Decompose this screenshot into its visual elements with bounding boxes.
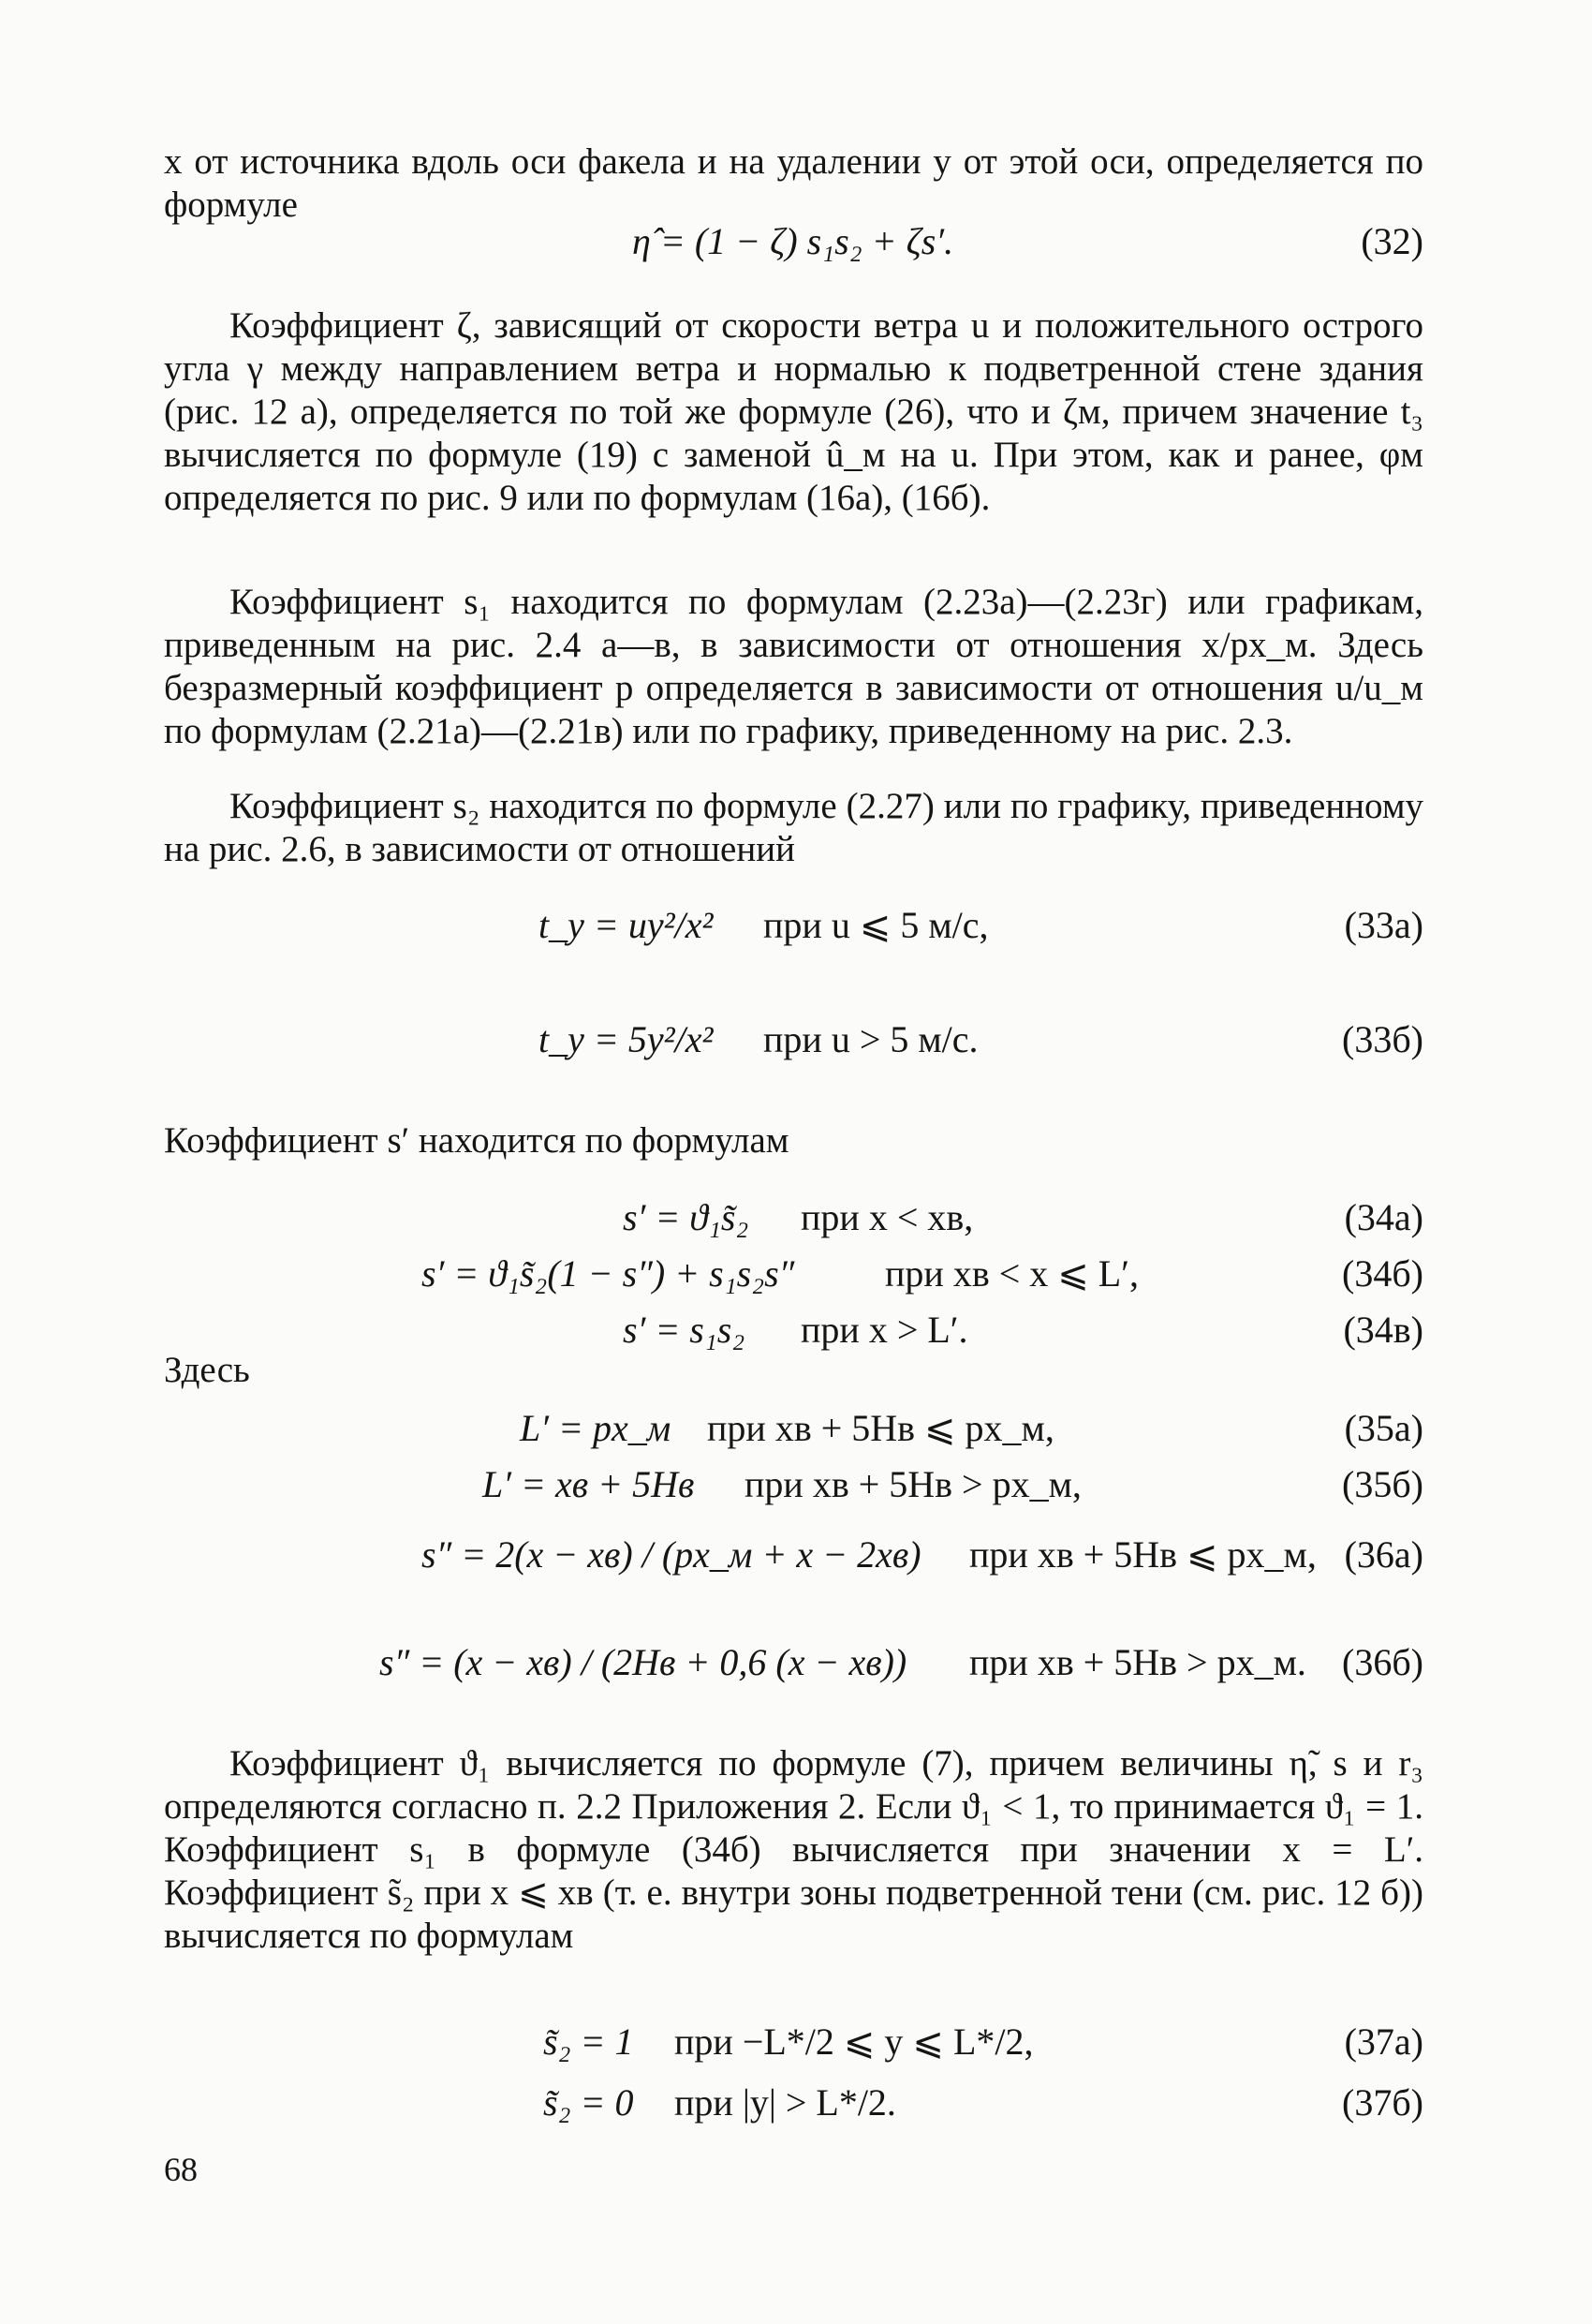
equation-number: (34в): [1343, 1309, 1423, 1351]
equation-36b: [164, 1635, 1423, 1691]
equation-condition: при u > 5 м/с.: [763, 1018, 979, 1060]
equation-number: (34а): [1344, 1196, 1423, 1238]
equation-32: [164, 214, 1423, 270]
equation-formula: L′ = px_м: [520, 1407, 671, 1449]
equation-36a: [164, 1527, 1423, 1583]
equation-condition: при xв + 5Hв > px_м.: [969, 1641, 1306, 1683]
equation-condition: при x < xв,: [801, 1196, 974, 1238]
equation-number: (32): [1361, 220, 1423, 262]
equation-number: (34б): [1342, 1252, 1423, 1295]
equation-number: (37а): [1344, 2021, 1423, 2063]
equation-condition: при xв + 5Hв ⩽ px_м,: [707, 1407, 1054, 1449]
equation-condition: при xв + 5Hв > px_м,: [744, 1463, 1082, 1505]
equation-formula: s′ = ϑ₁s̃₂: [623, 1196, 749, 1238]
equation-37a: [164, 2014, 1423, 2070]
equation-number: (36а): [1344, 1533, 1423, 1576]
equation-condition: при |y| > L*/2.: [674, 2081, 896, 2124]
equation-condition: при −L*/2 ⩽ y ⩽ L*/2,: [674, 2021, 1034, 2063]
paragraph-4: Коэффициент s₂ находится по формуле (2.27) или по графику, приведенному на рис. 2.6, в зависимости от отношений: [164, 786, 1423, 869]
equation-condition: при xв + 5Hв ⩽ px_м,: [969, 1533, 1317, 1576]
equation-number: (33а): [1344, 904, 1423, 946]
equation-35a: [164, 1400, 1423, 1457]
paragraph-2: Коэффициент ζ, зависящий от скорости ветра u и положительного острого угла γ между направлением ветра и нормалью к подветренной стене здания (рис. 12 а), определяется по той же формуле (26), что и ζм, причем значение t₃ вычисляется по формуле (19) с заменой û_м на u. При этом, как и ранее, φм определяется по рис. 9 или по формулам (16а), (16б).: [164, 305, 1423, 518]
equation-34b: [164, 1246, 1423, 1302]
equation-formula: s′ = ϑ₁s̃₂(1 − s″) + s₁s₂s″: [421, 1252, 795, 1295]
paragraph-7: Коэффициент ϑ₁ вычисляется по формуле (7), причем величины η̃, s и r₃ определяются согласно п. 2.2 Приложения 2. Если ϑ₁ < 1, то принимается ϑ₁ = 1. Коэффициент s₁ в формуле (34б) вычисляется при значении x = L′. Коэффициент s̃₂ при x ⩽ xв (т. е. внутри зоны подветренной тени (см. рис. 12 б)) вычисляется по формулам: [164, 1743, 1423, 1956]
label-zdes: Здесь: [164, 1350, 250, 1390]
equation-condition: при xв < x ⩽ L′,: [885, 1252, 1139, 1295]
equation-formula: L′ = xв + 5Hв: [482, 1463, 695, 1505]
equation-number: (35б): [1342, 1463, 1423, 1505]
equation-formula: s̃₂ = 1: [543, 2021, 634, 2063]
equation-33a: [164, 897, 1423, 954]
equation-34v: [164, 1302, 1423, 1358]
equation-number: (36б): [1342, 1641, 1423, 1683]
page-number: 68: [164, 2151, 198, 2188]
equation-condition: при x > L′.: [801, 1309, 968, 1351]
paragraph-3: Коэффициент s₁ находится по формулам (2.23а)—(2.23г) или графикам, приведенным на рис. 2.4 а—в, в зависимости от отношения x/px_м. Здесь безразмерный коэффициент p определяется в зависимости от отношения u/u_м по формулам (2.21а)—(2.21в) или по графику, приведенному на рис. 2.3.: [164, 582, 1423, 751]
equation-condition: при u ⩽ 5 м/с,: [763, 904, 989, 946]
paragraph-1: x от источника вдоль оси факела и на удалении y от этой оси, определяется по формуле: [164, 141, 1423, 225]
paragraph-5: Коэффициент s′ находится по формулам: [164, 1120, 789, 1161]
equation-formula: s″ = (x − xв) / (2Hв + 0,6 (x − xв)): [379, 1641, 907, 1683]
equation-33b: [164, 1012, 1423, 1068]
equation-formula: s″ = 2(x − xв) / (px_м + x − 2xв): [421, 1533, 921, 1576]
equation-number: (35а): [1344, 1407, 1423, 1449]
equation-formula: t_y = uy²/x²: [538, 904, 714, 946]
equation-formula: s̃₂ = 0: [543, 2081, 634, 2124]
equation-35b: [164, 1457, 1423, 1513]
equation-number: (37б): [1342, 2081, 1423, 2124]
equation-formula: s′ = s₁s₂: [623, 1309, 745, 1351]
equation-37b: [164, 2075, 1423, 2131]
equation-34a: [164, 1190, 1423, 1246]
equation-number: (33б): [1342, 1018, 1423, 1060]
equation-formula: η̂ = (1 − ζ) s₁s₂ + ζs′.: [632, 220, 954, 262]
equation-formula: t_y = 5y²/x²: [538, 1018, 714, 1060]
